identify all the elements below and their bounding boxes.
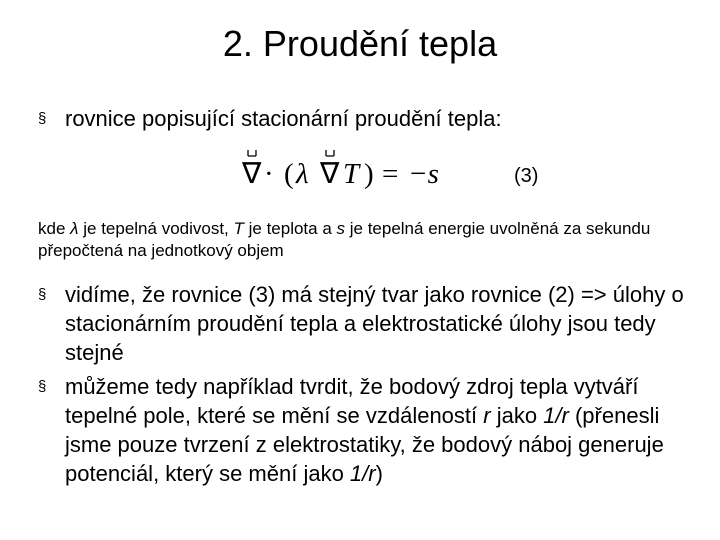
r-variable: r xyxy=(483,403,491,428)
bullet-text: rovnice popisující stacionární proudění tepla: xyxy=(65,106,502,131)
bullet-item xyxy=(38,280,690,367)
equation-number: (3) xyxy=(514,165,539,187)
bullet-item xyxy=(38,372,690,488)
slide-title: 2. Proudění tepla xyxy=(222,23,498,64)
vector-marks xyxy=(248,150,334,156)
inverse-r: 1/r xyxy=(543,403,569,428)
bullet-icon: § xyxy=(38,378,47,395)
definition-note: kde λ je tepelná vodivost, T je teplota a s je tepelná energie uvolněná za sekundu přepočtená na jednotkový objem xyxy=(38,219,651,260)
s-variable: s xyxy=(336,219,346,238)
inverse-r: 1/r xyxy=(349,461,376,486)
lambda-symbol: λ xyxy=(296,158,309,190)
lambda-variable: λ xyxy=(70,219,79,238)
dot-operator: · xyxy=(264,158,274,190)
nabla-symbol-2: ∇ xyxy=(320,158,340,190)
bullet-text: vidíme, že rovnice (3) má stejný tvar jako rovnice (2) => úlohy o stacionárním proudění tepla a elektrostatické úlohy jsou tedy stejné xyxy=(65,282,684,365)
open-paren: ( xyxy=(284,158,294,190)
bullet-item xyxy=(38,104,690,133)
bullet-icon: § xyxy=(38,286,47,303)
equals-sign: = xyxy=(382,158,399,190)
close-paren: ) xyxy=(364,158,374,190)
bullet-icon: § xyxy=(38,110,47,127)
heat-equation xyxy=(240,146,470,196)
bullet-text: můžeme tedy například tvrdit, že bodový zdroj tepla vytváří tepelné pole, které se mění se vzdáleností r jako 1/r (přenesli jsme pouze tvrzení z elektrostatiky, že bodový náboj generuje potenciál, který se mění jako 1/r) xyxy=(65,374,664,486)
rhs-term: −s xyxy=(408,158,439,190)
T-variable: T xyxy=(233,219,244,238)
temperature-symbol: T xyxy=(343,158,360,190)
nabla-symbol: ∇ xyxy=(242,158,262,190)
